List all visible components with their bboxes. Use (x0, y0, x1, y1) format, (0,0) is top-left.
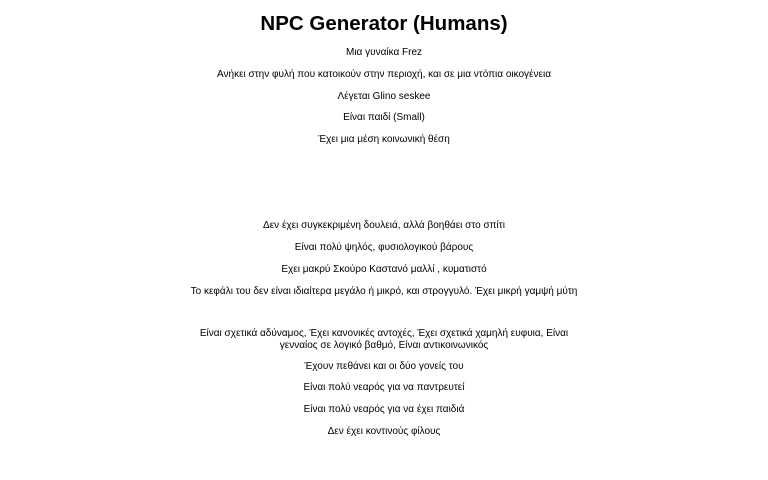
npc-marriage-line: Είναι πολύ νεαρός για να παντρευτεί (303, 382, 465, 393)
page-title: NPC Generator (Humans) (260, 12, 508, 35)
npc-attributes-line: Είναι σχετικά αδύναμος, Έχει κανονικές αντοχές, Έχει σχετικά χαμηλή ευφυια, Είναι γενναίος σε λογικό βαθμό, Είναι αντικοινωνικός (199, 328, 569, 351)
npc-social-status-line: Έχει μια μέση κοινωνική θέση (318, 134, 450, 145)
npc-children-line: Είναι πολύ νεαρός για να έχει παιδιά (303, 404, 465, 415)
npc-name-line: Λέγεται Glino seskee (337, 91, 431, 102)
npc-gender-name-line: Μια γυναίκα Frez (345, 47, 423, 58)
npc-friends-line: Δεν έχει κοντινούς φίλους (327, 426, 441, 437)
npc-height-weight-line: Είναι πολύ ψηλός, φυσιολογικού βάρους (294, 242, 474, 253)
npc-hair-line: Εχει μακρύ Σκούρο Καστανό μαλλί , κυματιστό (281, 264, 487, 275)
npc-parents-line: Έχουν πεθάνει και οι δύο γονείς του (304, 361, 464, 372)
npc-occupation-line: Δεν έχει συγκεκριμένη δουλειά, αλλά βοηθάει στο σπίτι (263, 220, 505, 231)
npc-head-nose-line: Το κεφάλι του δεν είναι ιδιαίτερα μεγάλο ή μικρό, και στρογγυλό. Έχει μικρή γαμψή μύτη (190, 286, 578, 297)
npc-age-line: Είναι παιδί (Small) (343, 112, 425, 123)
npc-origin-line: Ανήκει στην φυλή που κατοικούν στην περιοχή, και σε μια ντόπια οικογένεια (217, 69, 551, 80)
